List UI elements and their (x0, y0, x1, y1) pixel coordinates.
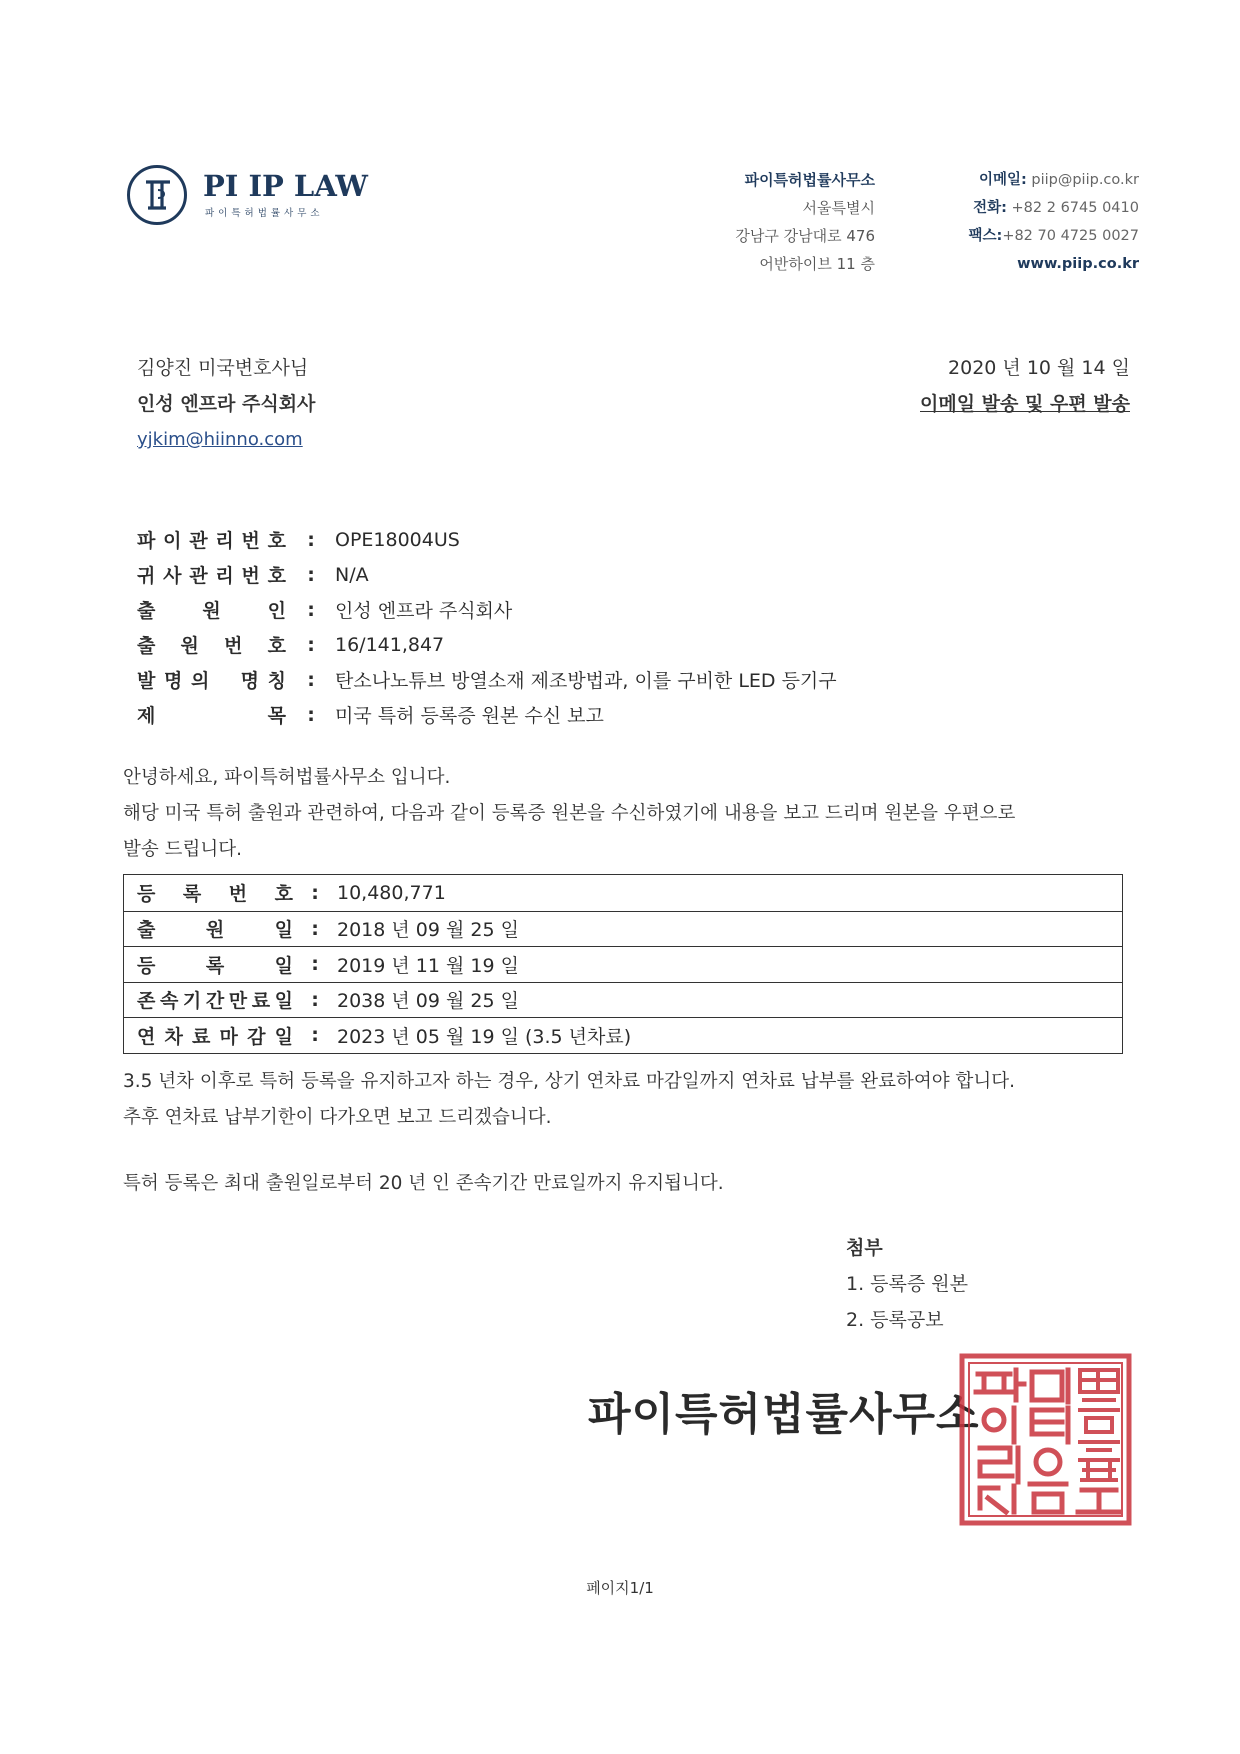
registration-colon: : (311, 988, 319, 1011)
intro-paragraph (123, 760, 1133, 868)
logo-mark-icon (127, 165, 187, 225)
info-label-char: 번 (224, 635, 244, 657)
firm-name: 파이특허법률사무소 (744, 171, 875, 189)
info-colon: : (307, 598, 315, 621)
info-label (137, 631, 287, 658)
registration-row (124, 911, 1122, 947)
note-line: 3.5 년차 이후로 특허 등록을 유지하고자 하는 경우, 상기 연차료 마감일까지 연차료 납부를 완료하여야 합니다. (123, 1071, 1015, 1092)
registration-label (137, 879, 293, 906)
info-label-char: 관 (189, 530, 209, 552)
email-label: 이메일: (978, 172, 1027, 188)
info-label-char: 원 (202, 600, 222, 622)
info-label-char: 호 (267, 530, 287, 552)
info-label (137, 596, 287, 623)
registration-label (137, 951, 293, 978)
registration-label-char: 록 (182, 883, 202, 906)
info-label-part: 발 명 의 (137, 670, 211, 692)
phone-line (969, 194, 1140, 222)
info-value: 16/141,847 (335, 633, 445, 656)
registration-label-char: 마 (219, 1025, 238, 1048)
info-value: N/A (335, 563, 369, 586)
page-number: 페이지1/1 (586, 1579, 654, 1597)
attachment-item: 2. 등록공보 (846, 1309, 944, 1331)
registration-label-char: 연 (137, 1025, 156, 1048)
info-label-char: 이 (163, 530, 183, 552)
send-method: 이메일 발송 및 우편 발송 (920, 393, 1130, 415)
closing-line: 특허 등록은 최대 출원일로부터 20 년 인 존속기간 만료일까지 유지됩니다. (123, 1173, 724, 1194)
recipient-name: 김양진 미국변호사님 (137, 357, 309, 379)
recipient-company: 인성 엔프라 주식회사 (137, 393, 316, 415)
registration-row (124, 946, 1122, 982)
registration-label-char: 일 (274, 990, 293, 1013)
info-colon: : (307, 528, 315, 551)
address-line: 어반하이브 11 층 (759, 255, 875, 273)
intro-line: 발송 드립니다. (123, 839, 242, 860)
registration-label-char: 속 (159, 990, 179, 1013)
registration-label-char: 만 (228, 990, 248, 1013)
info-label-char: 리 (215, 565, 235, 587)
info-label-char: 출 (137, 600, 157, 622)
note-paragraph (123, 1064, 1133, 1136)
address-line: 서울특별시 (802, 199, 875, 217)
phone-label: 전화: (973, 200, 1007, 216)
info-label-char: 번 (241, 565, 261, 587)
registration-label-char: 간 (205, 990, 225, 1013)
info-value: 인성 엔프라 주식회사 (335, 600, 513, 622)
registration-label-char: 원 (205, 919, 225, 942)
registration-label-char: 등 (137, 883, 156, 906)
phone-value: +82 2 6745 0410 (1011, 200, 1139, 216)
info-colon: : (307, 668, 315, 691)
info-row (137, 522, 837, 557)
info-label-char: 사 (163, 565, 183, 587)
info-label-char: 제 (137, 705, 157, 727)
registration-colon: : (311, 881, 319, 904)
registration-label-char: 호 (274, 883, 293, 906)
registration-value: 2018 년 09 월 25 일 (337, 919, 519, 942)
attachment-item: 1. 등록증 원본 (846, 1273, 968, 1295)
registration-row (124, 875, 1122, 911)
registration-label-char: 출 (137, 919, 156, 942)
registration-row (124, 982, 1122, 1018)
note-line: 추후 연차료 납부기한이 다가오면 보고 드리겠습니다. (123, 1107, 552, 1128)
info-row (137, 627, 837, 662)
info-row (137, 592, 837, 627)
registration-colon: : (311, 917, 319, 940)
registration-colon: : (311, 953, 319, 976)
info-row (137, 557, 837, 592)
registration-label-char: 일 (274, 954, 293, 977)
registration-value: 2023 년 05 월 19 일 (3.5 년차료) (337, 1025, 632, 1048)
website-link[interactable]: www.piip.co.kr (1017, 256, 1139, 272)
address-line: 강남구 강남대로 476 (735, 227, 875, 245)
info-label (137, 526, 287, 553)
firm-contact (969, 166, 1140, 278)
info-colon: : (307, 633, 315, 656)
info-label-char: 원 (180, 635, 200, 657)
attachments-heading: 첨부 (846, 1237, 883, 1259)
email-line (969, 166, 1140, 194)
registration-label-char: 차 (164, 1025, 183, 1048)
registration-row (124, 1017, 1122, 1053)
fax-line (969, 222, 1140, 250)
info-label-char: 관 (189, 565, 209, 587)
attachments (846, 1230, 968, 1338)
logo-name: PI IP LAW (203, 169, 368, 203)
registration-label-char: 료 (192, 1025, 211, 1048)
letter-date: 2020 년 10 월 14 일 (948, 357, 1130, 379)
greeting: 안녕하세요, 파이특허법률사무소 입니다. (123, 767, 451, 788)
info-colon: : (307, 703, 315, 726)
registration-label-char: 료 (251, 990, 271, 1013)
signature-firm-name: 파이특허법률사무소 (588, 1389, 980, 1440)
firm-logo (127, 163, 367, 233)
date-block (920, 350, 1130, 422)
registration-label-char: 일 (274, 1025, 293, 1048)
fax-label: 팩스: (968, 228, 1003, 244)
info-label-part: 명 칭 (240, 670, 287, 692)
registration-value: 2019 년 11 월 19 일 (337, 954, 519, 977)
firm-address (735, 166, 875, 278)
info-label-char: 호 (267, 635, 287, 657)
info-value: 탄소나노튜브 방열소재 제조방법과, 이를 구비한 LED 등기구 (335, 670, 837, 692)
registration-label (137, 986, 293, 1013)
info-label-char: 번 (241, 530, 261, 552)
registration-label-char: 일 (274, 919, 293, 942)
recipient-block (137, 350, 315, 458)
company-seal-stamp (958, 1352, 1133, 1527)
registration-label-char: 등 (137, 954, 156, 977)
info-label-char: 인 (267, 600, 287, 622)
registration-label-char: 번 (228, 883, 248, 906)
registration-label-char: 존 (137, 990, 156, 1013)
closing-paragraph (123, 1166, 1133, 1202)
recipient-email-link[interactable]: yjkim@hiinno.com (137, 429, 303, 450)
intro-line: 해당 미국 특허 출원과 관련하여, 다음과 같이 등록증 원본을 수신하였기에 내용을 보고 드리며 원본을 우편으로 (123, 803, 1016, 824)
registration-label-char: 록 (205, 954, 225, 977)
email-value[interactable]: piip@piip.co.kr (1031, 172, 1139, 188)
registration-value: 10,480,771 (337, 881, 446, 904)
info-colon: : (307, 563, 315, 586)
logo-subtitle: 파이특허법률사무소 (205, 208, 324, 219)
info-label-char: 귀 (137, 565, 157, 587)
registration-label (137, 915, 293, 942)
info-label (137, 701, 287, 728)
info-label-char: 리 (215, 530, 235, 552)
info-row (137, 662, 837, 697)
registration-value: 2038 년 09 월 25 일 (337, 990, 519, 1013)
info-label-char: 파 (137, 530, 157, 552)
info-value: 미국 특허 등록증 원본 수신 보고 (335, 705, 604, 727)
registration-table (123, 874, 1123, 1054)
info-label-char: 출 (137, 635, 157, 657)
info-label (137, 666, 287, 693)
info-value: OPE18004US (335, 528, 460, 551)
registration-label-char: 감 (247, 1025, 266, 1048)
info-row (137, 697, 837, 732)
info-label (137, 561, 287, 588)
fax-value: +82 70 4725 0027 (1002, 228, 1139, 244)
case-info-list (137, 522, 837, 732)
registration-label-char: 기 (182, 990, 202, 1013)
registration-colon: : (311, 1024, 319, 1047)
info-label-char: 목 (267, 705, 287, 727)
registration-label (137, 1022, 293, 1049)
info-label-char: 호 (267, 565, 287, 587)
